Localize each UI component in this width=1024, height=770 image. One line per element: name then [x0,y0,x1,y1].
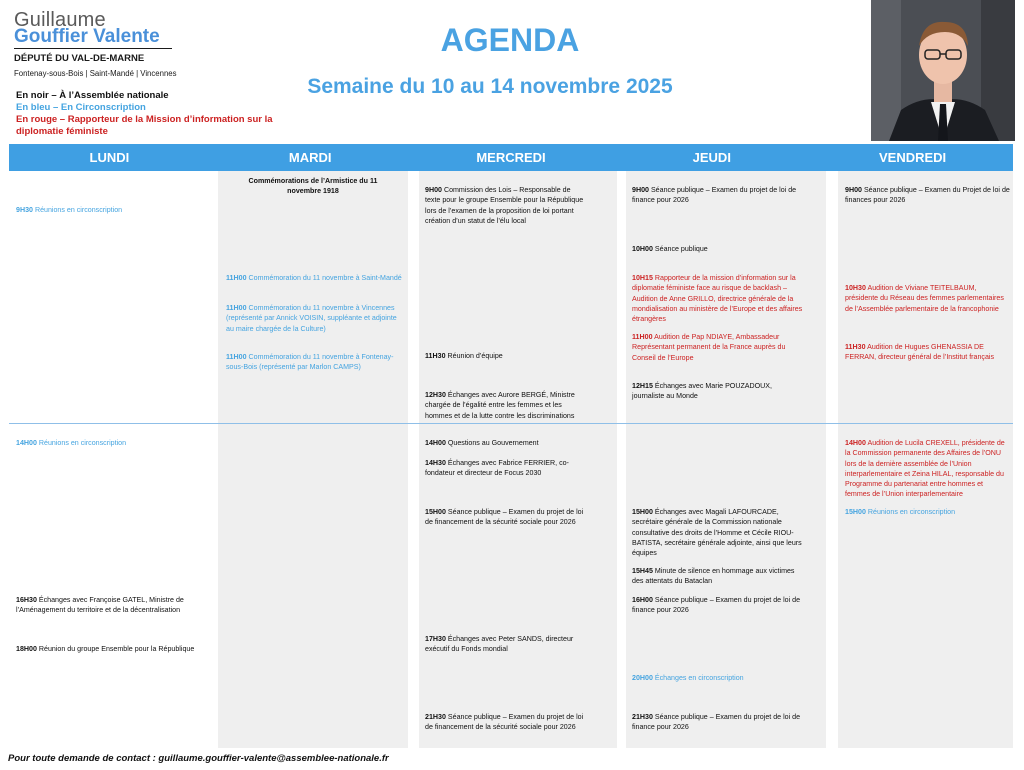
logo-last-name: Gouffier Valente [14,26,160,47]
legend-black: En noir – À l’Assemblée nationale [16,90,169,101]
event-lundi-3: 16H30 Échanges avec Françoise GATEL, Ministre de l’Aménagement du territoire et de la décentralisation [16,596,184,615]
day-lundi: LUNDI [89,150,130,165]
event-jeudi-5: 12H15 Échanges avec Marie POUZADOUX, journaliste au Monde [632,382,772,401]
event-vendredi-3: 11H30 Audition de Hugues GHENASSIA DE FERRAN, directeur général de l’Institut français [845,343,995,362]
event-jeudi-2: 10H00 Séance publique [632,245,708,253]
event-mardi-1: Commémorations de l’Armistice du 11 novembre 1918 [248,177,378,196]
event-jeudi-10: 21H30 Séance publique – Examen du projet de loi de finance pour 2026 [632,713,801,732]
event-jeudi-6: 15H00 Échanges avec Magali LAFOURCADE, secrétaire générale de la Commission nationale consultative des droits de l’Homme et Cécile RIOU-BATISTA, secrétaire générale adjointe, ainsi que leurs équipes [632,508,802,558]
logo-divider [14,48,172,49]
event-vendredi-1: 9H00 Séance publique – Examen du Projet de loi de finances pour 2026 [845,186,1010,205]
event-jeudi-1: 9H00 Séance publique – Examen du projet de loi de finance pour 2026 [632,186,797,205]
column-mardi [218,171,408,748]
event-mardi-4: 11H00 Commémoration du 11 novembre à Fontenay-sous-Bois (représenté par Marlon CAMPS) [226,353,394,372]
event-mercredi-2: 11H30 Réunion d’équipe [425,352,503,360]
event-mercredi-3: 12H30 Échanges avec Aurore BERGÉ, Ministre chargée de l’égalité entre les femmes et les hommes et de la lutte contre les discriminations [425,391,575,420]
day-vendredi: VENDREDI [878,150,947,165]
column-mercredi [419,171,617,748]
logo-subtitle: DÉPUTÉ DU VAL-DE-MARNE [14,53,145,64]
event-vendredi-4: 14H00 Audition de Lucila CREXELL, présidente de la Commission permanente des Affaires de l’ONU lors de la dernière assemblée de l’Union interparlementaire et Zeina HILAL, responsable du Programme du partenariat entre hommes et femmes de l’Union interparlementaire [845,439,1005,499]
column-jeudi [626,171,826,748]
logo-first-name: Guillaume [14,9,106,31]
portrait-photo [871,0,1015,141]
day-jeudi: JEUDI [692,150,731,165]
event-lundi-1: 9H30 Réunions en circonscription [16,206,123,214]
event-mardi-2: 11H00 Commémoration du 11 novembre à Saint-Mandé [226,274,402,282]
contact-footer: Pour toute demande de contact : guillaume.gouffier-valente@assemblee-nationale.fr [8,753,389,764]
event-vendredi-2: 10H30 Audition de Viviane TEITELBAUM, présidente du Réseau des femmes parlementaires de l’Assemblée parlementaire de la francophonie [845,284,1004,313]
event-mercredi-1: 9H00 Commission des Lois – Responsable de texte pour le groupe Ensemble pour la République lors de l’examen de la proposition de loi portant création d’un statut de l’élu local [425,186,584,225]
day-mercredi: MERCREDI [476,150,546,165]
event-vendredi-5: 15H00 Réunions en circonscription [845,508,956,516]
event-mercredi-8: 21H30 Séance publique – Examen du projet de loi de financement de la sécurité sociale pour 2026 [425,713,584,732]
event-jeudi-8: 16H00 Séance publique – Examen du projet de loi de finance pour 2026 [632,596,801,615]
day-mardi: MARDI [288,150,332,165]
event-jeudi-4: 11H00 Audition de Pap NDIAYE, Ambassadeur Représentant permanent de la France auprès du Conseil de l’Europe [632,333,786,362]
column-lundi [9,171,206,748]
event-jeudi-9: 20H00 Échanges en circonscription [632,674,744,682]
event-mercredi-6: 15H00 Séance publique – Examen du projet de loi de financement de la sécurité sociale pour 2026 [425,508,584,527]
event-lundi-4: 18H00 Réunion du groupe Ensemble pour la République [16,645,195,653]
event-jeudi-3: 10H15 Rapporteur de la mission d’information sur la diplomatie féministe face au risque de backlash – Audition de Anne GRILLO, directrice générale de la mondialisation au ministère de l’Europe et des affaires étrangères [632,274,803,324]
day-header-bar [9,144,1013,171]
event-jeudi-7: 15H45 Minute de silence en hommage aux victimes des attentats du Bataclan [632,567,795,586]
legend-red: En rouge – Rapporteur de la Mission d’information sur la diplomatie féministe [16,114,273,137]
logo-towns: Fontenay-sous-Bois | Saint-Mandé | Vincennes [14,69,177,78]
event-lundi-2: 14H00 Réunions en circonscription [16,439,127,447]
event-mercredi-7: 17H30 Échanges avec Peter SANDS, directeur exécutif du Fonds mondial [425,635,574,654]
legend-blue: En bleu – En Circonscription [16,102,146,113]
event-mercredi-5: 14H30 Échanges avec Fabrice FERRIER, co-fondateur et directeur de Focus 2030 [425,459,569,478]
event-mercredi-4: 14H00 Questions au Gouvernement [425,439,539,447]
week-subtitle: Semaine du 10 au 14 novembre 2025 [307,75,673,98]
column-vendredi [838,171,1013,748]
midday-divider [9,423,1013,424]
event-mardi-3: 11H00 Commémoration du 11 novembre à Vincennes (représenté par Annick VOISIN, suppléante et adjointe au maire chargée de la Culture) [226,304,397,333]
page-title: AGENDA [440,22,580,58]
